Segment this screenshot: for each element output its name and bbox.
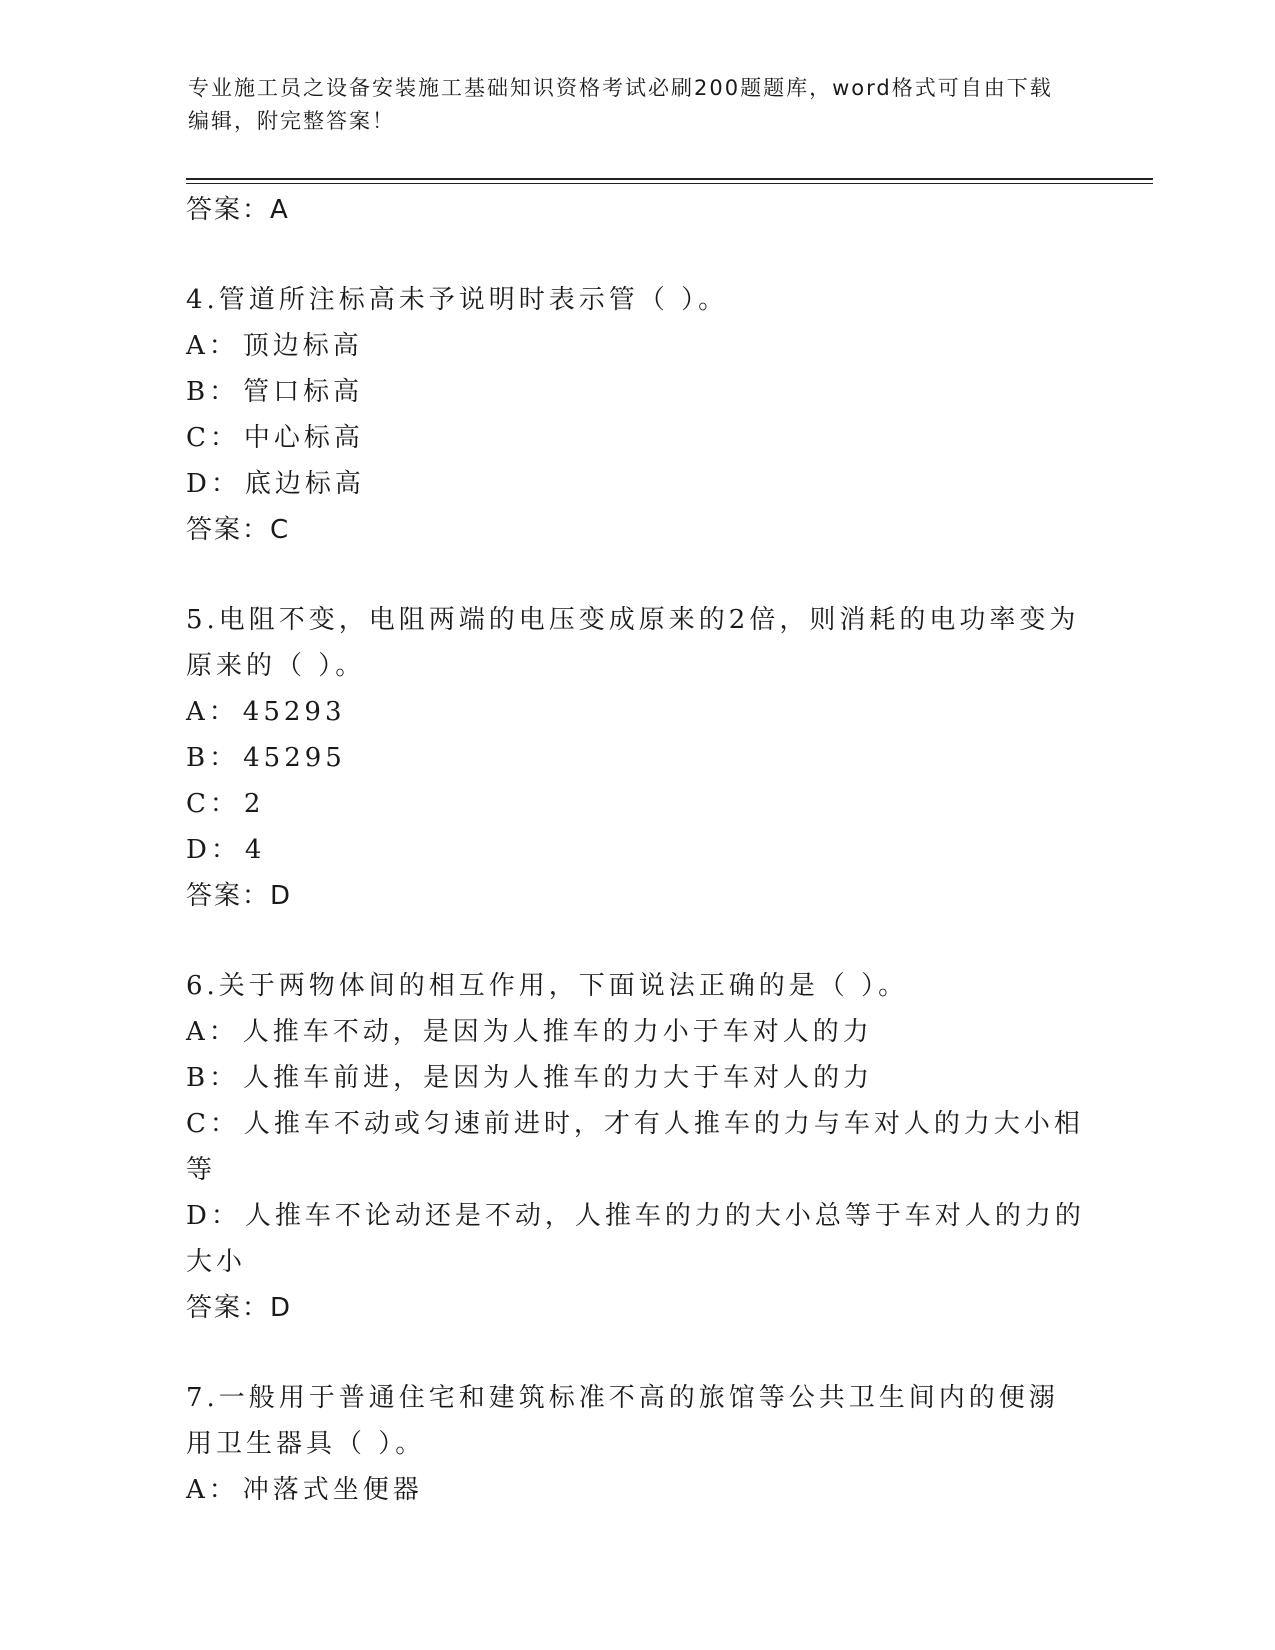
option-text: 45295 — [243, 743, 346, 773]
header-divider — [186, 178, 1153, 184]
option-letter: A： — [186, 1475, 239, 1505]
spacer — [186, 919, 1086, 963]
option-letter: A： — [186, 1017, 239, 1047]
spacer — [186, 233, 1086, 277]
spacer — [186, 553, 1086, 597]
option-text: 中心标高 — [243, 423, 364, 453]
question-stem: 4.管道所注标高未予说明时表示管（ ）。 — [186, 285, 729, 315]
option-letter: B： — [186, 377, 240, 407]
option-d — [186, 1193, 1086, 1285]
question-7 — [186, 1375, 1086, 1513]
option-text: 人推车不动，是因为人推车的力小于车对人的力 — [242, 1017, 873, 1047]
option-a — [186, 1467, 1086, 1513]
option-c — [186, 415, 1086, 461]
question-5 — [186, 597, 1086, 919]
option-d — [186, 461, 1086, 507]
option-letter: C： — [186, 1109, 240, 1139]
option-letter: B： — [186, 1063, 240, 1093]
option-text: 底边标高 — [244, 469, 365, 499]
question-6 — [186, 963, 1086, 1331]
document-body — [186, 187, 1086, 1513]
option-d — [186, 827, 1086, 873]
option-text: 4 — [244, 835, 266, 865]
document-header: 专业施工员之设备安装施工基础知识资格考试必刷200题题库，word格式可自由下载编辑，附完整答案！ — [188, 76, 1053, 133]
question-stem: 5.电阻不变，电阻两端的电压变成原来的2倍，则消耗的电功率变为原来的（ ）。 — [186, 605, 1080, 681]
option-text: 2 — [243, 789, 265, 819]
option-b — [186, 1055, 1086, 1101]
option-c — [186, 781, 1086, 827]
option-text: 顶边标高 — [242, 331, 363, 361]
option-text: 冲落式坐便器 — [242, 1475, 423, 1505]
answer-line: 答案：A — [186, 195, 290, 225]
option-a — [186, 689, 1086, 735]
option-a — [186, 323, 1086, 369]
question-stem: 6.关于两物体间的相互作用，下面说法正确的是（ ）。 — [186, 971, 909, 1001]
option-b — [186, 369, 1086, 415]
question-stem: 7.一般用于普通住宅和建筑标准不高的旅馆等公共卫生间内的便溺用卫生器具（ ）。 — [186, 1383, 1059, 1459]
option-letter: D： — [186, 469, 241, 499]
option-text: 人推车不动或匀速前进时，才有人推车的力与车对人的力大小相等 — [186, 1109, 1084, 1185]
option-letter: A： — [186, 331, 239, 361]
option-text: 45293 — [242, 697, 346, 727]
option-text: 人推车前进，是因为人推车的力大于车对人的力 — [243, 1063, 874, 1093]
option-a — [186, 1009, 1086, 1055]
answer-line: 答案：D — [186, 881, 293, 911]
option-letter: B： — [186, 743, 240, 773]
question-4 — [186, 277, 1086, 553]
option-text: 管口标高 — [243, 377, 364, 407]
answer-line: 答案：D — [186, 1293, 293, 1323]
option-letter: D： — [186, 835, 241, 865]
spacer — [186, 1331, 1086, 1375]
option-c — [186, 1101, 1086, 1193]
option-text: 人推车不论动还是不动，人推车的力的大小总等于车对人的力的大小 — [186, 1201, 1085, 1277]
option-letter: C： — [186, 789, 240, 819]
option-b — [186, 735, 1086, 781]
option-letter: C： — [186, 423, 240, 453]
option-letter: D： — [186, 1201, 241, 1231]
option-letter: A： — [186, 697, 239, 727]
answer-line: 答案：C — [186, 515, 291, 545]
